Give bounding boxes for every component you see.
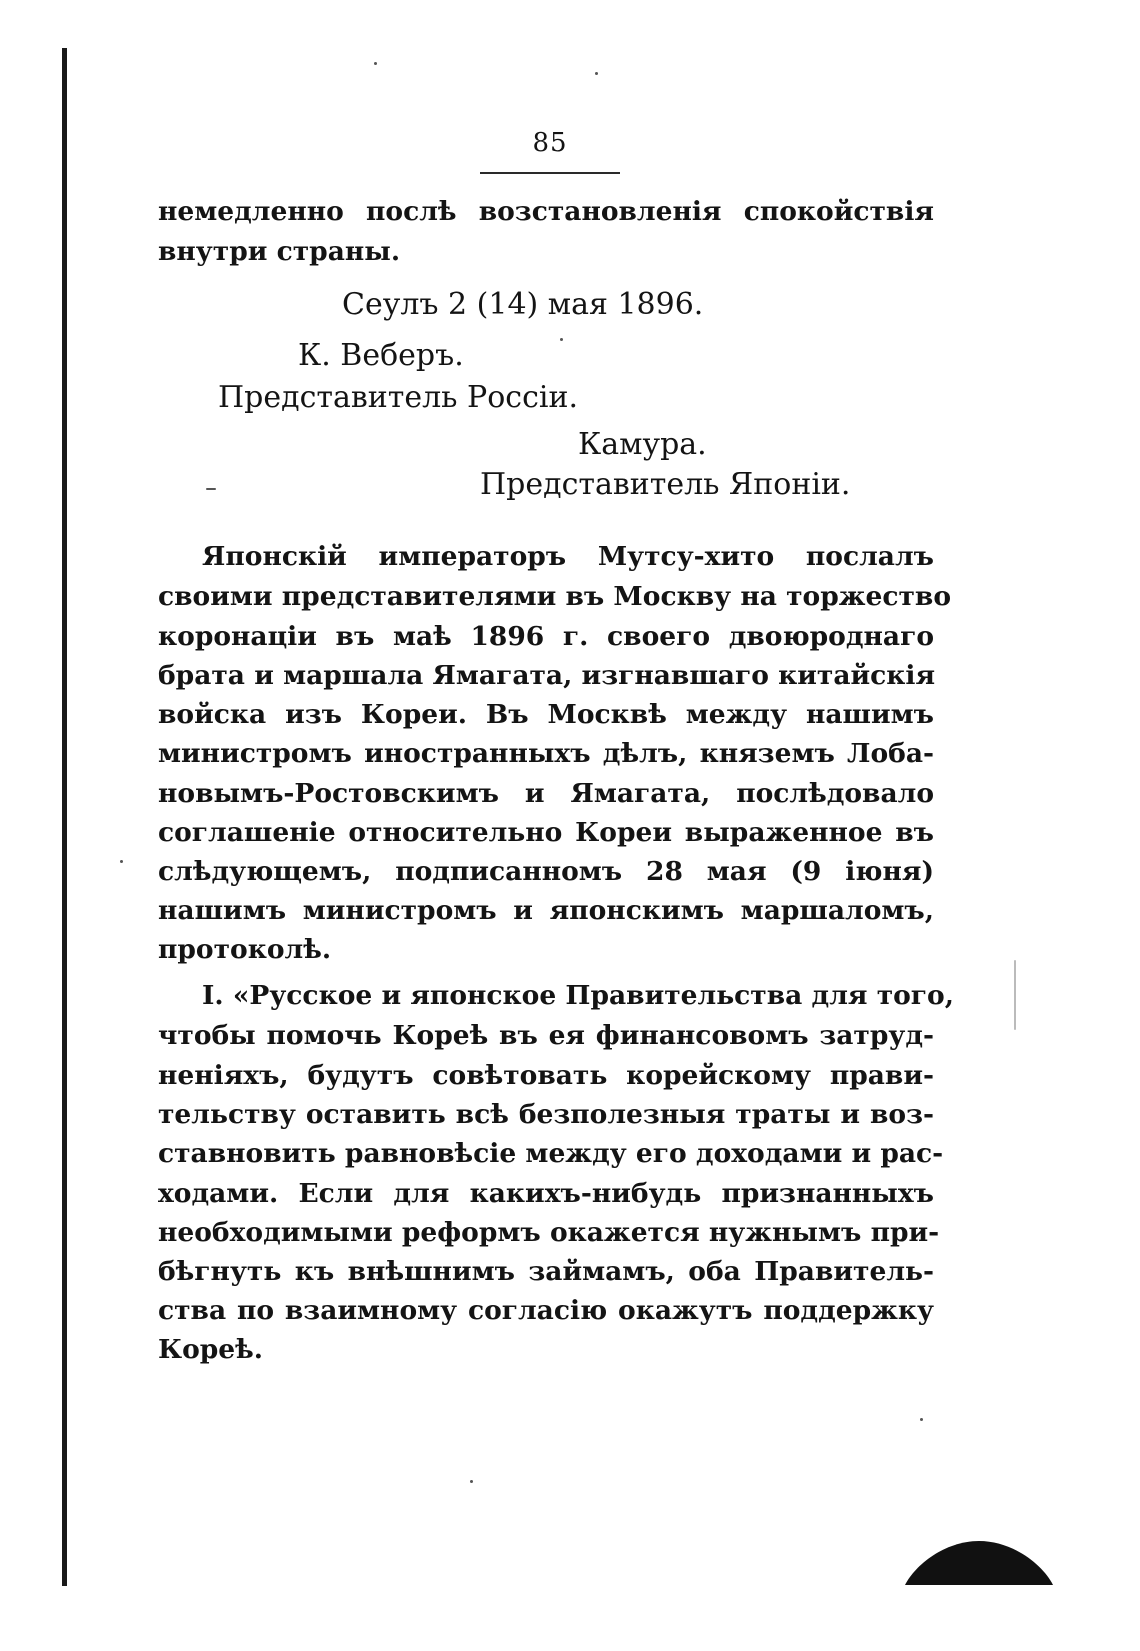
- text-line: брата и маршала Ямагата, изгнавшаго китайскія: [158, 660, 936, 691]
- signature-russian-title: Представитель Россіи.: [218, 380, 579, 415]
- text-line: нашимъ министромъ и японскимъ маршаломъ,: [158, 895, 934, 926]
- page-number: 85: [532, 128, 568, 158]
- page-number-rule: [480, 172, 620, 174]
- text-line: Кореѣ.: [158, 1334, 264, 1365]
- scan-speck: [560, 338, 563, 341]
- text-line: слѣдующемъ, подписанномъ 28 мая (9 іюня): [158, 856, 934, 887]
- text-line: ходами. Если для какихъ-нибудь признанныхъ: [158, 1178, 934, 1209]
- text-line: войска изъ Кореи. Въ Москвѣ между нашимъ: [158, 699, 934, 730]
- text-line: коронаціи въ маѣ 1896 г. своего двоюроднаго: [158, 621, 934, 652]
- text-line: протоколѣ.: [158, 934, 332, 965]
- text-line: немедленно послѣ возстановленія спокойствія: [158, 196, 934, 227]
- text-line: внутри страны.: [158, 236, 401, 267]
- text-line: неніяхъ, будутъ совѣтовать корейскому прави-: [158, 1060, 934, 1091]
- text-line: Японскій императоръ Мутсу-хито послалъ: [202, 541, 934, 572]
- binding-edge-rule: [62, 48, 67, 1586]
- signature-russian-name: К. Веберъ.: [298, 338, 464, 373]
- text-line: чтобы помочь Кореѣ въ ея финансовомъ затруд-: [158, 1020, 934, 1051]
- scan-speck: [470, 1480, 473, 1483]
- text-line: ставновить равновѣсіе между его доходами и рас-: [158, 1138, 944, 1169]
- scan-speck: [374, 62, 377, 65]
- text-line: ства по взаимному согласію окажутъ поддержку: [158, 1295, 934, 1326]
- scan-speck: [920, 1418, 923, 1421]
- scan-mark: [1014, 960, 1016, 1030]
- signature-japanese-title: Представитель Японіи.: [480, 467, 851, 502]
- text-line: соглашеніе относительно Кореи выраженное въ: [158, 817, 934, 848]
- text-line: министромъ иностранныхъ дѣлъ, княземъ Лоба-: [158, 738, 934, 769]
- text-line: I. «Русское и японское Правительства для того,: [202, 980, 954, 1011]
- scan-speck: [120, 860, 123, 863]
- ink-blot: [905, 1535, 1053, 1585]
- text-line: новымъ-Ростовскимъ и Ямагата, послѣдовало: [158, 778, 934, 809]
- text-line: бѣгнуть къ внѣшнимъ займамъ, оба Правитель-: [158, 1256, 934, 1287]
- scan-speck: [595, 72, 598, 75]
- signature-japanese-name: Камура.: [578, 427, 707, 462]
- scan-speck: [206, 488, 216, 490]
- text-line: необходимыми реформъ окажется нужнымъ при-: [158, 1217, 940, 1248]
- text-line: своими представителями въ Москву на торжество: [158, 581, 951, 612]
- text-line: тельству оставить всѣ безполезныя траты и воз-: [158, 1099, 934, 1130]
- signature-place-date: Сеулъ 2 (14) мая 1896.: [342, 287, 704, 322]
